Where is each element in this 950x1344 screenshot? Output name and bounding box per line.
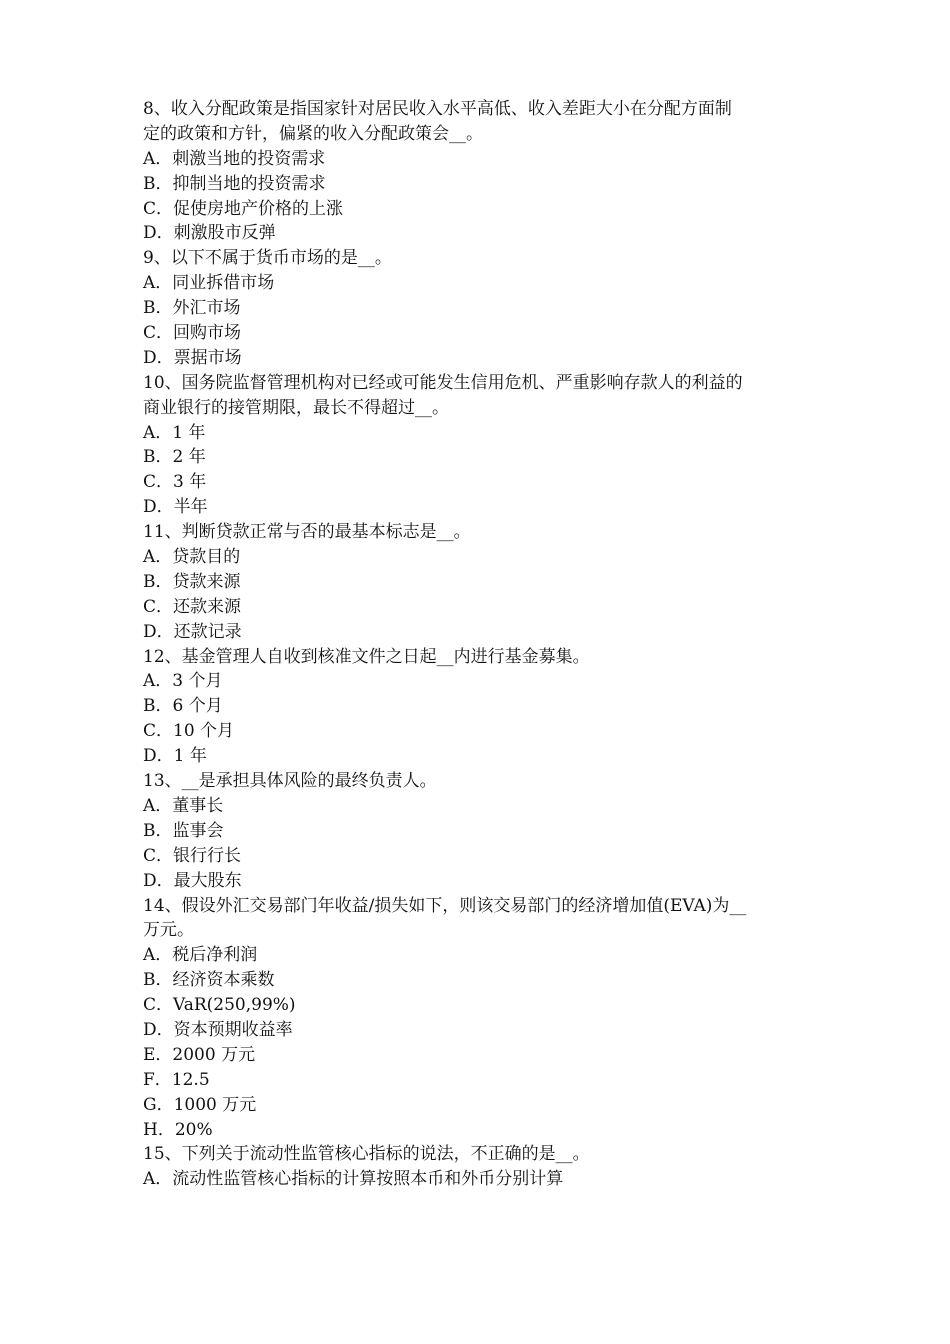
answer-option: A．税后净利润: [143, 945, 258, 966]
answer-option: A．贷款目的: [143, 547, 241, 568]
question-text-line: 14、假设外汇交易部门年收益/损失如下，则该交易部门的经济增加值(EVA)为__: [143, 895, 747, 916]
document-body: [143, 97, 813, 1192]
question-text-line: 12、基金管理人自收到核准文件之日起__内进行基金募集。: [143, 646, 590, 667]
answer-option: E．2000 万元: [143, 1044, 256, 1065]
answer-option: A．3 个月: [143, 671, 223, 692]
answer-option: B．2 年: [143, 447, 206, 468]
question-text-line: 15、下列关于流动性监管核心指标的说法，不正确的是__。: [143, 1144, 590, 1165]
answer-option: A．刺激当地的投资需求: [143, 148, 326, 169]
answer-option: D．资本预期收益率: [143, 1019, 293, 1040]
answer-option: C．促使房地产价格的上涨: [143, 198, 344, 219]
question-text-line: 11、判断贷款正常与否的最基本标志是__。: [143, 522, 471, 543]
answer-option: A．流动性监管核心指标的计算按照本币和外币分别计算: [143, 1169, 564, 1190]
answer-option: C．银行行长: [143, 845, 242, 866]
answer-option: B．经济资本乘数: [143, 970, 275, 991]
answer-option: A．1 年: [143, 422, 206, 443]
answer-option: B．外汇市场: [143, 298, 241, 319]
answer-option: C．10 个月: [143, 721, 235, 742]
answer-option: B．6 个月: [143, 696, 223, 717]
answer-option: B．抑制当地的投资需求: [143, 173, 326, 194]
answer-option: D．票据市场: [143, 347, 242, 368]
answer-option: D．1 年: [143, 746, 207, 767]
question-text-line: 10、国务院监督管理机构对已经或可能发生信用危机、严重影响存款人的利益的: [143, 372, 743, 393]
answer-option: F．12.5: [143, 1069, 210, 1090]
answer-option: B．监事会: [143, 820, 224, 841]
answer-option: H．20%: [143, 1119, 213, 1140]
question-text-line: 万元。: [143, 920, 194, 941]
question-text-line: 定的政策和方针，偏紧的收入分配政策会__。: [143, 123, 483, 144]
question-text-line: 8、收入分配政策是指国家针对居民收入水平高低、收入差距大小在分配方面制: [143, 99, 732, 119]
answer-option: D．半年: [143, 497, 208, 518]
question-text-line: 13、__是承担具体风险的最终负责人。: [143, 771, 437, 792]
answer-option: D．刺激股市反弹: [143, 223, 276, 244]
answer-option: C．VaR(250,99%): [143, 995, 296, 1016]
question-text-line: 商业银行的接管期限，最长不得超过__。: [143, 397, 449, 418]
answer-option: D．还款记录: [143, 621, 242, 642]
answer-option: B．贷款来源: [143, 571, 241, 592]
answer-option: C．回购市场: [143, 323, 242, 344]
answer-option: A．同业拆借市场: [143, 273, 275, 294]
answer-option: C．3 年: [143, 472, 207, 493]
answer-option: G．1000 万元: [143, 1094, 257, 1115]
answer-option: A．董事长: [143, 795, 224, 816]
answer-option: D．最大股东: [143, 870, 242, 891]
answer-option: C．还款来源: [143, 596, 242, 617]
question-text-line: 9、以下不属于货币市场的是__。: [143, 248, 392, 269]
